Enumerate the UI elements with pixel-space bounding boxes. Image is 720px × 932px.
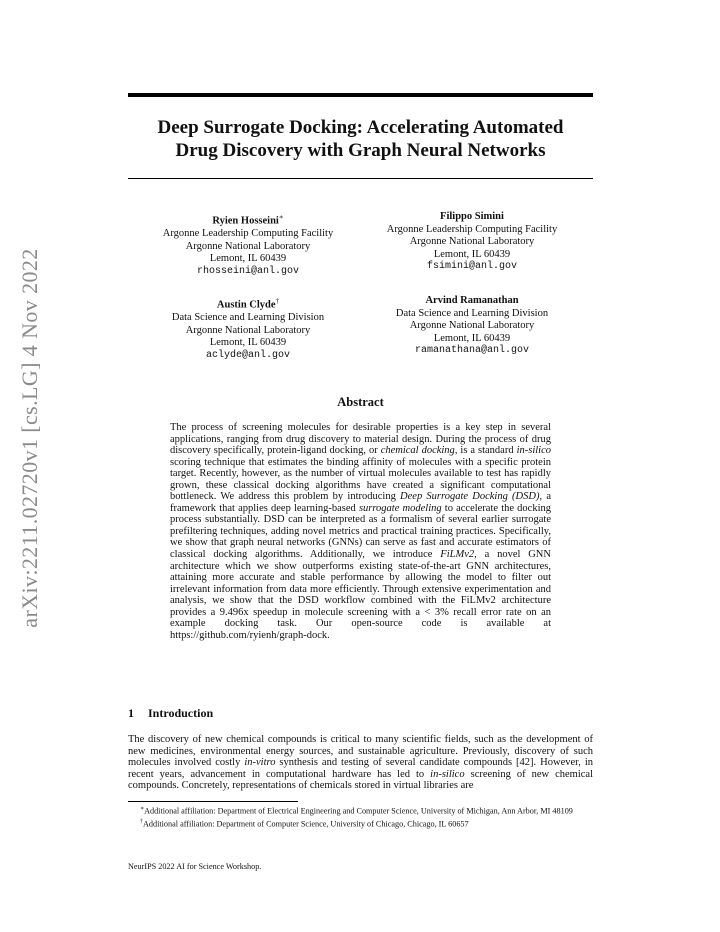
author-city: Lemont, IL 60439	[433, 332, 511, 344]
abstract-heading: Abstract	[337, 395, 384, 409]
title-line-2: Drug Discovery with Graph Neural Networks	[175, 140, 546, 161]
footnote-2	[128, 817, 593, 830]
section-title: Introduction	[148, 706, 214, 720]
footnote-1	[128, 804, 593, 817]
footnote-mark: ∗	[140, 806, 145, 812]
title-top-rule	[128, 93, 593, 97]
section-heading	[128, 706, 213, 721]
author-name: Austin Clyde	[216, 299, 276, 311]
intro-text: screening of new chemical compounds. Concretely, representations of chemicals stored in virtual libraries are	[128, 768, 593, 792]
author-institution: Argonne National Laboratory	[409, 236, 535, 247]
abstract-italic: Deep Surrogate Docking (DSD)	[400, 491, 540, 503]
section-number: 1	[128, 706, 134, 720]
abstract-text: The process of screening molecules for desirable properties is a key step in several applications, ranging from drug discovery to material design. During the process of drug discovery specifically, protein-ligand docking, or	[170, 422, 551, 457]
intro-text: synthesis and testing of several candidate compounds [42]. However, in recent years, advancement in computational hardware has led to	[128, 757, 593, 780]
footnote-text: Additional affiliation: Department of Computer Science, University of Chicago, Chicago, IL 60657	[143, 819, 469, 829]
author-affiliation: Data Science and Learning Division	[395, 307, 549, 319]
abstract-italic: in-silico	[516, 445, 551, 457]
author-city: Lemont, IL 60439	[209, 337, 287, 348]
title-bottom-rule	[128, 178, 593, 179]
author-name: Ryien Hosseini	[212, 215, 279, 227]
venue-note: NeurIPS 2022 AI for Science Workshop.	[128, 862, 262, 871]
footnote-rule	[128, 801, 298, 802]
author-footnote-mark: †	[275, 297, 280, 305]
abstract-body	[170, 422, 551, 641]
abstract-text: scoring technique that estimates the binding affinity of molecules with a specific protein target. Recently, however, as the number of virtual molecules available to test has rapidly grown, these classical docking algorithms have created a significant computational bottleneck. We address this problem by introducing	[170, 456, 551, 503]
author-email[interactable]: ramanathana@anl.gov	[414, 345, 530, 356]
abstract-italic: surrogate modeling	[358, 502, 442, 514]
author-city: Lemont, IL 60439	[433, 248, 511, 260]
arxiv-stamp	[8, 248, 52, 628]
abstract-text: , a novel GNN architecture which we show outperforms existing state-of-the-art GNN architectures, attaining more accurate and stable performance by allowing the model to filter out irrelevant information from data more efficiently. Through extensive experimentation and analysis, we show that the DSD workflow combined with the FiLMv2 architecture provides a 9.496x speedup in molecule screening with a < 3% recall error rate on an example docking task. Our open-source code is available at https://github.com/ryienh/graph-dock.	[170, 549, 551, 641]
author-institution: Argonne National Laboratory	[185, 240, 311, 252]
author-name: Arvind Ramanathan	[425, 295, 519, 306]
abstract-italic: FiLMv2	[440, 549, 475, 561]
author-email[interactable]: rhosseini@anl.gov	[196, 265, 300, 277]
author-email[interactable]: aclyde@anl.gov	[205, 349, 290, 361]
author-name: Filippo Simini	[440, 211, 504, 222]
footnote-text: Additional affiliation: Department of Electrical Engineering and Computer Science, University of Michigan, Ann Arbor, MI 48109	[144, 806, 573, 816]
author-block-1	[128, 211, 368, 278]
author-block-3	[128, 295, 368, 362]
abstract-text: , is a standard	[454, 445, 517, 457]
title-line-1: Deep Surrogate Docking: Accelerating Automated	[157, 117, 564, 138]
author-affiliation: Data Science and Learning Division	[171, 312, 325, 323]
intro-text: The discovery of new chemical compounds is critical to many scientific fields, such as the development of new medicines, environmental energy sources, and sustainable agriculture. Previously, discovery of such molecules involved costly	[128, 734, 593, 769]
author-affiliation: Argonne Leadership Computing Facility	[386, 223, 558, 235]
author-block-2	[352, 211, 592, 274]
footnotes	[128, 804, 593, 829]
intro-italic: in-vitro	[244, 757, 276, 769]
arxiv-identifier: arXiv:2211.02720v1 [cs.LG] 4 Nov 2022	[17, 248, 42, 628]
introduction-body	[128, 734, 593, 792]
author-city: Lemont, IL 60439	[209, 253, 287, 264]
author-block-4	[352, 295, 592, 358]
author-institution: Argonne National Laboratory	[185, 324, 311, 336]
intro-italic: in-silico	[430, 768, 465, 780]
author-affiliation: Argonne Leadership Computing Facility	[162, 228, 334, 239]
abstract-italic: chemical docking	[380, 445, 455, 457]
author-institution: Argonne National Laboratory	[409, 320, 535, 331]
abstract-text: to accelerate the docking process substantially. DSD can be interpreted as a formalism of several earlier surrogate prefiltering techniques, adding novel metrics and practical training practices. Specifically, we show that graph neural networks (GNNs) can serve as fast and accurate estimators of classical docking algorithms. Additionally, we introduce	[170, 502, 552, 561]
author-email[interactable]: fsimini@anl.gov	[426, 261, 517, 272]
abstract-text: , a framework that applies deep learning-based	[170, 491, 551, 514]
paper-title	[128, 116, 593, 162]
footnote-mark: †	[140, 818, 143, 825]
author-footnote-mark: ∗	[278, 213, 284, 221]
